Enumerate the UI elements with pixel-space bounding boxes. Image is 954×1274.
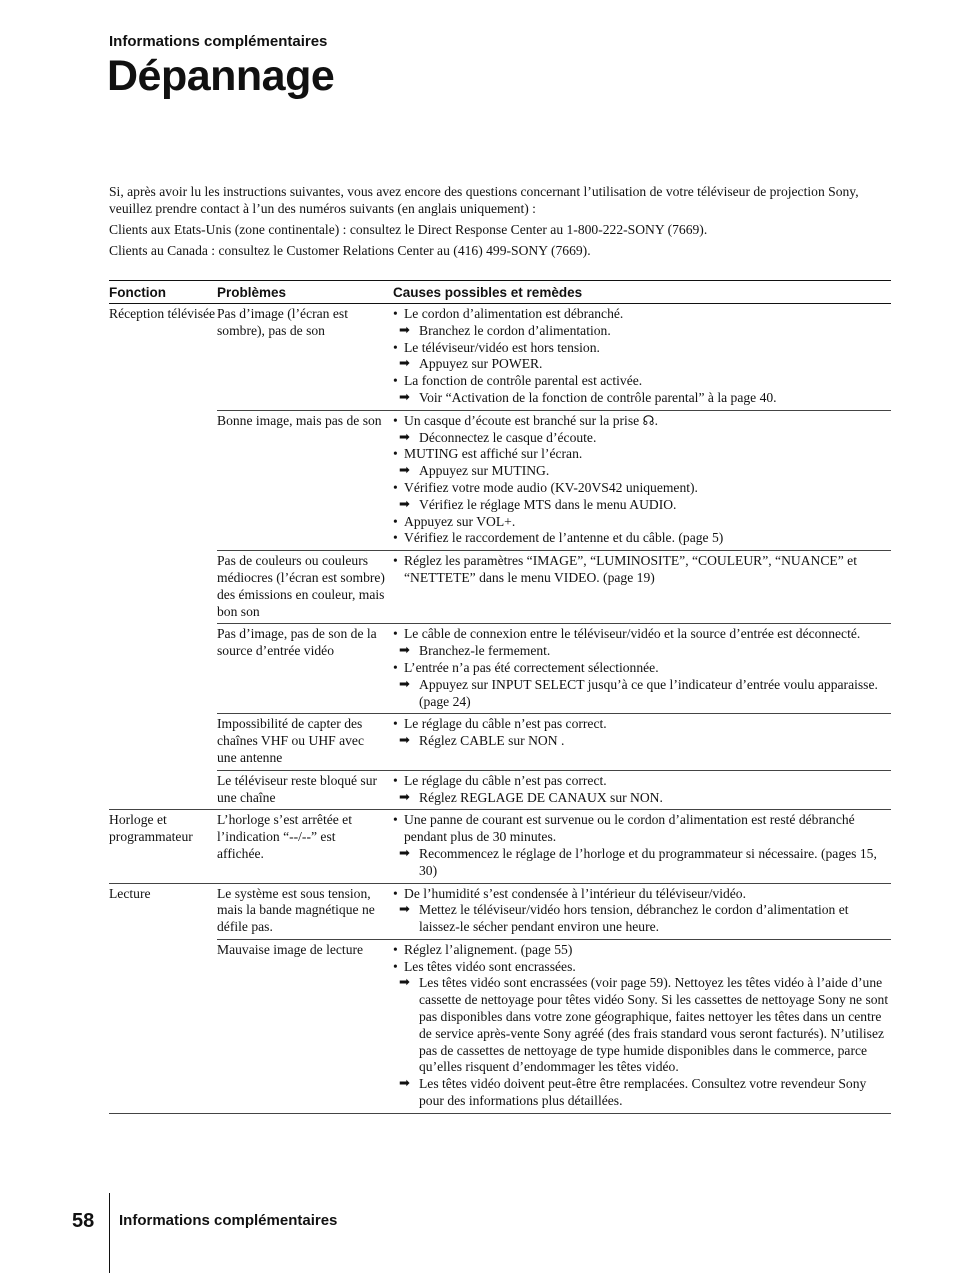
arrow-right-icon: ➡	[399, 902, 410, 918]
table-row	[109, 883, 891, 939]
table-row	[109, 810, 891, 883]
cause-item	[393, 306, 891, 323]
table-row	[109, 410, 891, 550]
cell-causes	[393, 810, 891, 883]
remedy-text: Vérifiez le réglage MTS dans le menu AUDIO.	[419, 496, 677, 512]
remedy-text: Les têtes vidéo doivent peut-être être remplacées. Consultez votre revendeur Sony pour des informations plus détaillées.	[419, 1076, 867, 1109]
arrow-right-icon: ➡	[399, 676, 410, 692]
cell-function	[109, 624, 217, 714]
table-row	[109, 304, 891, 411]
section-label: Informations complémentaires	[109, 33, 328, 50]
cause-item	[393, 413, 891, 430]
footer-section-label: Informations complémentaires	[119, 1212, 338, 1229]
cell-causes	[393, 304, 891, 411]
remedy-item	[389, 677, 891, 711]
header-causes: Causes possibles et remèdes	[393, 281, 891, 304]
arrow-right-icon: ➡	[399, 845, 410, 861]
cell-problem: Pas d’image (l’écran est sombre), pas de son	[217, 306, 348, 338]
cell-function	[109, 714, 217, 770]
cell-function	[109, 770, 217, 810]
cause-text: Le câble de connexion entre le téléviseur/vidéo et la source d’entrée est déconnecté.	[404, 626, 861, 642]
cause-text: Les têtes vidéo sont encrassées.	[404, 958, 576, 974]
table-body	[109, 304, 891, 1114]
remedy-text: Déconnectez le casque d’écoute.	[419, 429, 597, 445]
cause-item	[393, 942, 891, 959]
cell-problem: Impossibilité de capter des chaînes VHF ou UHF avec une antenne	[217, 714, 393, 770]
cause-text: Le téléviseur/vidéo est hors tension.	[404, 339, 600, 355]
arrow-right-icon: ➡	[399, 643, 410, 659]
footer-divider	[109, 1193, 110, 1273]
intro-contact-us: Clients aux Etats-Unis (zone continentale) : consultez le Direct Response Center au 1-800-222-SONY (7669).	[109, 222, 708, 237]
remedy-item	[389, 902, 891, 936]
arrow-right-icon: ➡	[399, 322, 410, 338]
cell-function: Horloge et programmateur	[109, 810, 217, 883]
cause-item	[393, 886, 891, 903]
remedy-item	[389, 497, 891, 514]
cell-causes	[393, 714, 891, 770]
cell-problem: Mauvaise image de lecture	[217, 939, 393, 1113]
table-row	[109, 551, 891, 624]
cell-causes	[393, 410, 891, 550]
intro-paragraph: Si, après avoir lu les instructions suivantes, vous avez encore des questions concernant l’utilisation de votre téléviseur de projection Sony, veuillez prendre contact à l’un des numéros suivants (en anglais uniquement) :	[109, 184, 859, 216]
arrow-right-icon: ➡	[399, 496, 410, 512]
cause-text: Vérifiez votre mode audio (KV-20VS42 uniquement).	[404, 479, 698, 495]
cell-function: Lecture	[109, 883, 217, 939]
cell-causes	[393, 770, 891, 810]
cell-causes	[393, 551, 891, 624]
remedy-text: Voir “Activation de la fonction de contrôle parental” à la page 40.	[419, 389, 777, 405]
header-fonction: Fonction	[109, 281, 217, 304]
page-title: Dépannage	[107, 52, 335, 100]
cause-item	[393, 446, 891, 463]
intro-contact-canada: Clients au Canada : consultez le Customer Relations Center au (416) 499-SONY (7669).	[109, 243, 591, 258]
remedy-text: Réglez REGLAGE DE CANAUX sur NON.	[419, 789, 663, 805]
remedy-text: Appuyez sur MUTING.	[419, 463, 550, 479]
table-header-row	[109, 281, 891, 304]
cause-item	[393, 514, 891, 531]
remedy-text: Mettez le téléviseur/vidéo hors tension, débranchez le cordon d’alimentation et laissez-le sécher pendant environ une heure.	[419, 902, 849, 935]
troubleshooting-table	[109, 280, 891, 1114]
cause-text: L’entrée n’a pas été correctement sélectionnée.	[404, 659, 659, 675]
cause-item	[393, 626, 891, 643]
cause-text: Le cordon d’alimentation est débranché.	[404, 306, 624, 321]
remedy-item	[389, 430, 891, 447]
cause-text: Vérifiez le raccordement de l’antenne et du câble. (page 5)	[404, 530, 724, 546]
remedy-text: Branchez le cordon d’alimentation.	[419, 322, 611, 338]
cell-problem: Le système est sous tension, mais la bande magnétique ne défile pas.	[217, 883, 393, 939]
cell-problem: Pas de couleurs ou couleurs médiocres (l’écran est sombre) des émissions en couleur, mais bon son	[217, 551, 393, 624]
cause-text: MUTING est affiché sur l’écran.	[404, 446, 583, 462]
cause-item	[393, 812, 891, 846]
cell-causes	[393, 624, 891, 714]
table-row	[109, 770, 891, 810]
remedy-item	[389, 390, 891, 407]
cell-causes	[393, 939, 891, 1113]
remedy-item	[389, 975, 891, 1076]
remedy-item	[389, 846, 891, 880]
cause-text: Un casque d’écoute est branché sur la prise ☊.	[404, 412, 659, 428]
remedy-item	[389, 643, 891, 660]
cell-problem: Le téléviseur reste bloqué sur une chaîne	[217, 770, 393, 810]
remedy-item	[389, 1076, 891, 1110]
remedy-text: Réglez CABLE sur NON .	[419, 733, 565, 749]
cause-item	[393, 773, 891, 790]
table-row	[109, 714, 891, 770]
cause-item	[393, 959, 891, 976]
cause-item	[393, 716, 891, 733]
table-row	[109, 624, 891, 714]
cause-item	[393, 530, 891, 547]
header-problemes: Problèmes	[217, 281, 393, 304]
remedy-item	[389, 790, 891, 807]
arrow-right-icon: ➡	[399, 1076, 410, 1092]
remedy-text: Branchez-le fermement.	[419, 643, 551, 659]
cause-item	[393, 660, 891, 677]
cell-causes	[393, 883, 891, 939]
remedy-item	[389, 323, 891, 340]
cause-item	[393, 553, 891, 587]
cell-function: Réception télévisée	[109, 306, 216, 321]
cause-item	[393, 340, 891, 357]
cause-text: Une panne de courant est survenue ou le cordon d’alimentation est resté débranché pendant plus de 30 minutes.	[404, 812, 855, 845]
arrow-right-icon: ➡	[399, 429, 410, 445]
cell-problem: Bonne image, mais pas de son	[217, 410, 393, 550]
remedy-text: Appuyez sur POWER.	[419, 356, 543, 372]
arrow-right-icon: ➡	[399, 975, 410, 991]
remedy-item	[389, 356, 891, 373]
cause-text: Le réglage du câble n’est pas correct.	[404, 716, 607, 732]
page-number: 58	[72, 1210, 95, 1232]
arrow-right-icon: ➡	[399, 463, 410, 479]
arrow-right-icon: ➡	[399, 789, 410, 805]
cell-function	[109, 939, 217, 1113]
arrow-right-icon: ➡	[399, 356, 410, 372]
remedy-text: Les têtes vidéo sont encrassées (voir page 59). Nettoyez les têtes vidéo à l’aide d’une cassette de nettoyage pour têtes vidéo Sony. Si les cassettes de nettoyage Sony ne sont pas disponibles dans votre zone géographique, faites nettoyer les têtes dans un centre de service après-vente Sony agréé (des frais standard vous seront facturés). N’utilisez pas de cassettes de nettoyage de type humide disponibles dans le commerce, parce qu’elles risquent d’endommager les têtes vidéo.	[419, 975, 889, 1075]
remedy-item	[389, 733, 891, 750]
cause-text: La fonction de contrôle parental est activée.	[404, 373, 643, 389]
cause-item	[393, 373, 891, 390]
cell-function	[109, 410, 217, 550]
cause-item	[393, 480, 891, 497]
remedy-text: Appuyez sur INPUT SELECT jusqu’à ce que l’indicateur d’entrée voulu apparaisse. (page 24)	[419, 676, 878, 709]
cell-problem: L’horloge s’est arrêtée et l’indication “--/--” est affichée.	[217, 810, 393, 883]
cause-text: Réglez les paramètres “IMAGE”, “LUMINOSITE”, “COULEUR”, “NUANCE” et “NETTETE” dans le menu VIDEO. (page 19)	[404, 553, 857, 585]
cause-text: De l’humidité s’est condensée à l’intérieur du téléviseur/vidéo.	[404, 885, 746, 901]
cause-text: Appuyez sur VOL+.	[404, 513, 516, 529]
cause-text: Le réglage du câble n’est pas correct.	[404, 772, 607, 788]
remedy-item	[389, 463, 891, 480]
table-row	[109, 939, 891, 1113]
arrow-right-icon: ➡	[399, 733, 410, 749]
cell-problem: Pas d’image, pas de son de la source d’entrée vidéo	[217, 624, 393, 714]
cause-text: Réglez l’alignement. (page 55)	[404, 941, 573, 957]
cell-function	[109, 551, 217, 624]
remedy-text: Recommencez le réglage de l’horloge et du programmateur si nécessaire. (pages 15, 30)	[419, 845, 877, 878]
intro-text	[109, 183, 894, 263]
arrow-right-icon: ➡	[399, 389, 410, 405]
